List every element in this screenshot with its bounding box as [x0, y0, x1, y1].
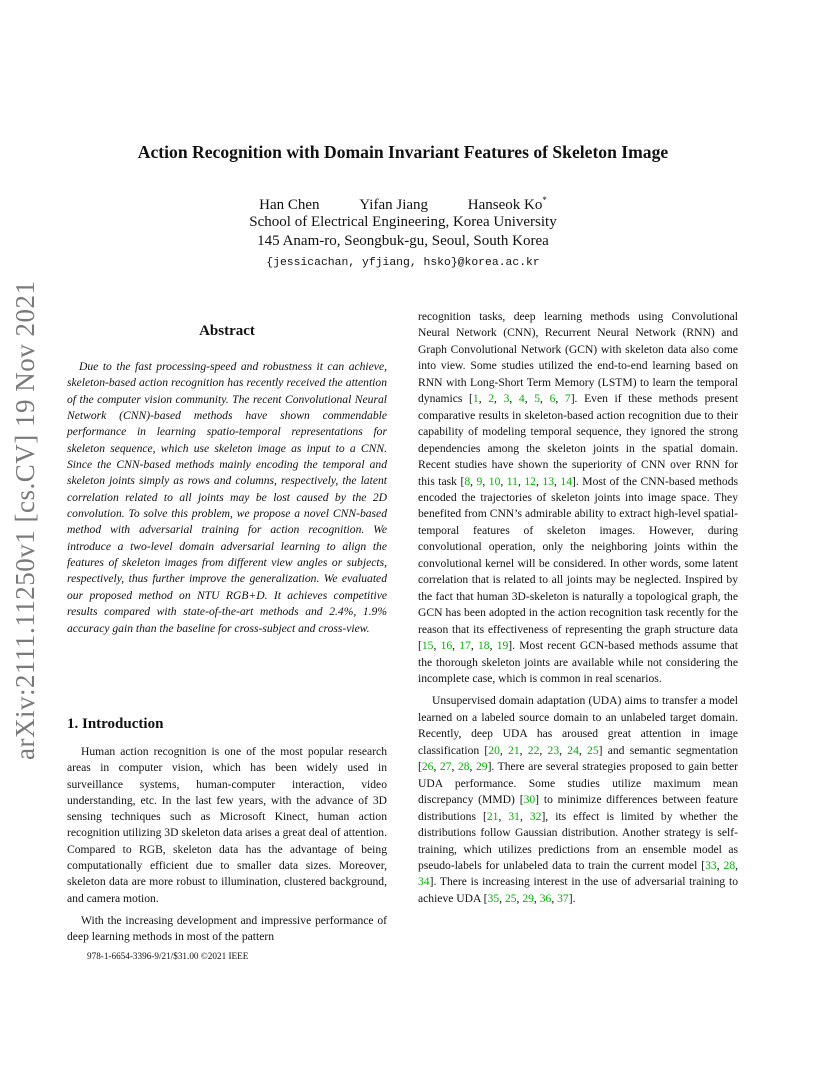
address-line: 145 Anam-ro, Seongbuk-gu, Seoul, South Korea	[257, 233, 549, 249]
citation-link[interactable]: 9	[476, 474, 483, 488]
citation-link[interactable]: 29	[475, 760, 488, 774]
citation-link[interactable]: 14	[560, 474, 572, 488]
author-name: Han Chen	[259, 197, 320, 213]
citation-link[interactable]: 2	[488, 392, 495, 406]
citation-link[interactable]: 4	[518, 392, 525, 406]
citation-link[interactable]: 15	[421, 639, 434, 653]
citation-link[interactable]: 27	[439, 760, 452, 774]
citation-link[interactable]: 34	[418, 875, 430, 889]
citation-link[interactable]: 7	[564, 392, 571, 406]
citation-link[interactable]: 8	[464, 474, 471, 488]
affiliation-line: School of Electrical Engineering, Korea University	[249, 214, 557, 230]
citation-link[interactable]: 36	[539, 891, 552, 905]
arxiv-identifier: arXiv:2111.11250v1 [cs.CV] 19 Nov 2021	[10, 280, 40, 760]
citation-link[interactable]: 33	[705, 858, 717, 872]
author-name-text: Hanseok Ko	[467, 197, 543, 213]
citation-link[interactable]: 21	[486, 809, 499, 823]
citation-link[interactable]: 29	[522, 891, 534, 905]
citation-link[interactable]: 26	[421, 760, 434, 774]
abstract-heading: Abstract	[199, 323, 255, 339]
copyright-footer: 978-1-6654-3396-9/21/$31.00 ©2021 IEEE	[87, 951, 249, 961]
citation-link[interactable]: 1	[472, 392, 479, 406]
citation-link[interactable]: 13	[542, 474, 554, 488]
citation-link[interactable]: 31	[508, 809, 520, 823]
section-heading-introduction: 1. Introduction	[67, 716, 164, 732]
citation-link[interactable]: 35	[487, 891, 500, 905]
author-list	[0, 195, 806, 214]
citation-link[interactable]: 3	[503, 392, 510, 406]
citation-link[interactable]: 16	[440, 639, 453, 653]
paper-title: Action Recognition with Domain Invariant Features of Skeleton Image	[137, 142, 669, 162]
citation-link[interactable]: 23	[547, 743, 560, 757]
citation-link[interactable]: 11	[506, 474, 518, 488]
corresponding-author-mark: *	[542, 195, 547, 205]
citation-link[interactable]: 20	[488, 743, 500, 757]
citation-link[interactable]: 17	[459, 639, 471, 653]
paragraph: Unsupervised domain adaptation (UDA) aims to transfer a model learned on a labeled source domain to an unlabeled target domain. Recently, deep UDA has aroused great attention in image classification [20, 21, 22, 23, 24, 25] and semantic segmentation [26, 27, 28, 29]. There are several strategies proposed to gain better UDA performance. Some studies utilize maximum mean discrepancy (MMD) [30] to minimize differences between feature distributions [21, 31, 32], its effect is limited by whether the distributions follow Gaussian distribution. Another strategy is self-training, which utilizes predictions from an ensemble model as pseudo-labels for unlabeled data to train the current model [33, 28, 34]. There is increasing interest in the use of adversarial training to achieve UDA [35, 25, 29, 36, 37].	[418, 694, 739, 905]
citation-link[interactable]: 24	[567, 743, 579, 757]
citation-link[interactable]: 19	[496, 639, 509, 653]
author-name: Yifan Jiang	[359, 197, 429, 213]
introduction-left-column	[67, 744, 387, 952]
paragraph: Human action recognition is one of the most popular research areas in computer vision, which has been widely used in surveillance systems, human-computer interaction, video understanding, etc. In the last few years, with the advance of 3D sensing techniques such as Microsoft Kinect, human action recognition utilizing 3D skeleton data arises a great deal of attention. Compared to RGB, skeleton data has the advantage of being computationally efficient due to smaller data sizes. Moreover, skeleton data are more robust to illumination, clustered background, and camera motion.	[67, 745, 387, 905]
abstract-text: Due to the fast processing-speed and robustness it can achieve, skeleton-based action recognition has recently received the attention of the computer vision community. The recent Convolutional Neural Network (CNN)-based methods have shown commendable performance in learning spatio-temporal representations for skeleton sequence, which use skeleton image as input to a CNN. Since the CNN-based methods mainly encoding the temporal and skeleton joints simply as rows and columns, respectively, the latent correlation related to all joints may be lost caused by the 2D convolution. To solve this problem, we propose a novel CNN-based method with adversarial training for action recognition. We introduce a two-level domain adversarial learning to align the features of skeleton images from different view angles or subjects, respectively, thus further improve the generalization. We evaluated our proposed method on NTU RGB+D. It achieves competitive results compared with state-of-the-art methods and 2.4%, 1.9% accuracy gain than the baseline for cross-subject and cross-view.	[67, 360, 387, 635]
author-emails: {jessicachan, yfjiang, hsko}@korea.ac.kr	[266, 257, 540, 269]
citation-link[interactable]: 6	[549, 392, 556, 406]
citation-link[interactable]: 25	[504, 891, 517, 905]
citation-link[interactable]: 32	[529, 809, 542, 823]
right-column	[418, 309, 738, 913]
citation-link[interactable]: 18	[477, 639, 490, 653]
author-name	[468, 195, 547, 214]
citation-link[interactable]: 21	[508, 743, 520, 757]
paragraph: With the increasing development and impressive performance of deep learning methods in most of the pattern	[67, 913, 387, 944]
citation-link[interactable]: 10	[488, 474, 501, 488]
citation-link[interactable]: 37	[557, 891, 569, 905]
citation-link[interactable]: 5	[534, 392, 541, 406]
citation-link[interactable]: 28	[723, 858, 736, 872]
paragraph: recognition tasks, deep learning methods using Convolutional Neural Network (CNN), Recurrent Neural Network (RNN) and Graph Convolutional Network (GCN) with skeleton data also come into view. Some studies utilized the end-to-end learning based on RNN with Long-Short Term Memory (LSTM) to learn the temporal dynamics [1, 2, 3, 4, 5, 6, 7]. Even if these methods present comparative results in skeleton-based action recognition due to their capability of modeling temporal sequence, they ignored the strong dependencies among the skeleton joints in the spatial domain. Recent studies have shown the superiority of CNN over RNN for this task [8, 9, 10, 11, 12, 13, 14]. Most of the CNN-based methods encoded the trajectories of skeleton joints into image space. They benefited from CNN’s admirable ability to extract high-level spatial-temporal features of skeleton images. However, during convolutional operation, only the neighboring joints within the convolutional kernel will be considered. In other words, some latent correlation that is related to all joints may be neglected. Inspired by the fact that human 3D-skeleton is naturally a topological graph, the GCN has been adopted in the action recognition task recently for the reason that its effectiveness of representing the graph structure data [15, 16, 17, 18, 19]. Most recent GCN-based methods assume that the thorough skeleton joints are available while not considering the incomplete case, which is common in real scenarios.	[418, 310, 739, 685]
citation-link[interactable]: 12	[524, 474, 536, 488]
citation-link[interactable]: 30	[523, 793, 536, 807]
citation-link[interactable]: 22	[527, 743, 540, 757]
citation-link[interactable]: 25	[587, 743, 599, 757]
citation-link[interactable]: 28	[457, 760, 470, 774]
